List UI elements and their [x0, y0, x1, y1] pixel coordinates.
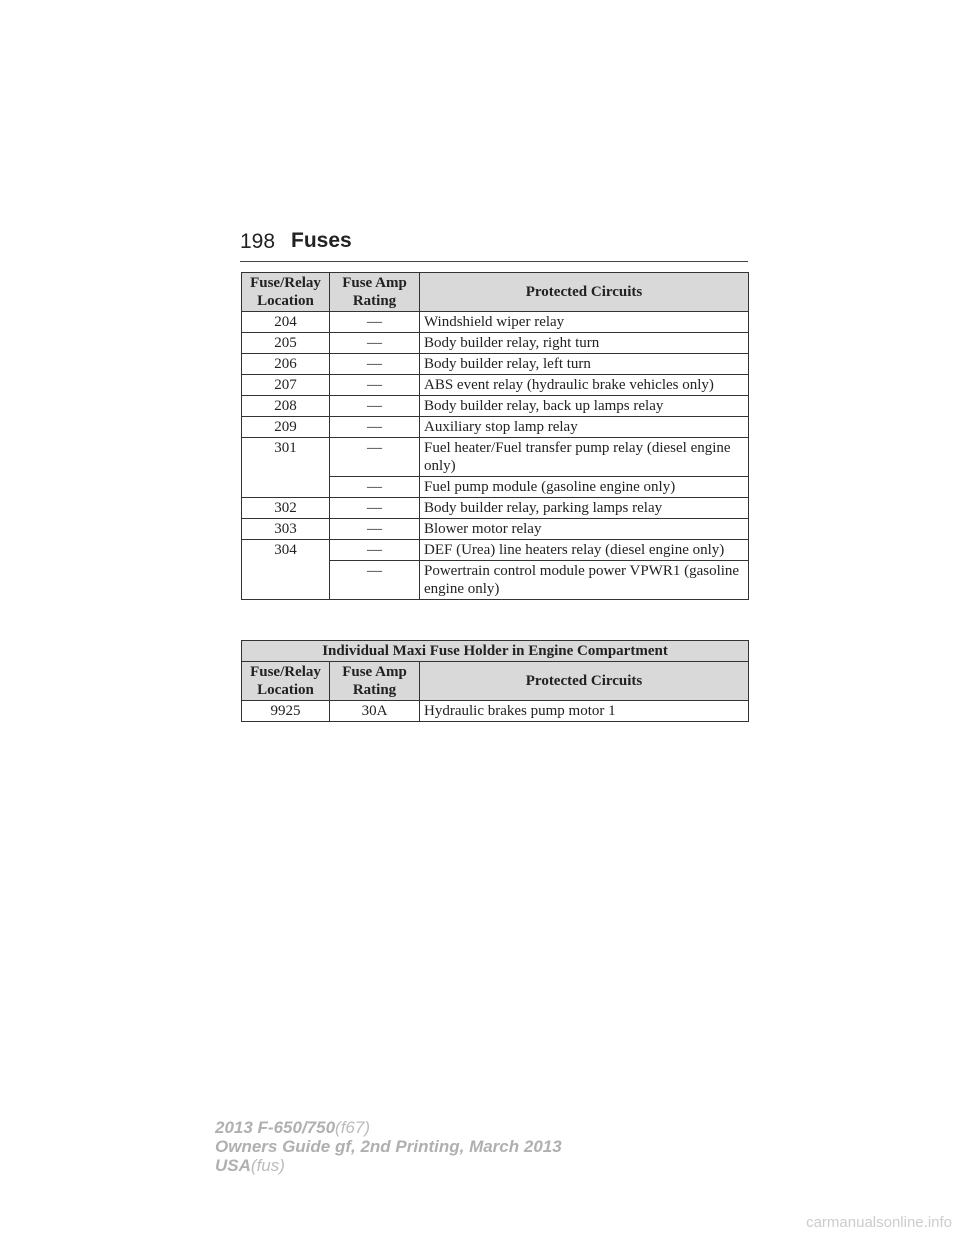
table-row — [242, 701, 749, 722]
amp-cell: — — [330, 354, 420, 375]
amp-cell: — — [330, 333, 420, 354]
column-header-location: Fuse/Relay Location — [242, 273, 330, 312]
circuit-cell: Hydraulic brakes pump motor 1 — [420, 701, 749, 722]
table-row — [242, 354, 749, 375]
location-cell: 205 — [242, 333, 330, 354]
location-cell: 302 — [242, 498, 330, 519]
maxi-fuse-table-title-row — [242, 641, 749, 662]
circuit-cell: Body builder relay, back up lamps relay — [420, 396, 749, 417]
table-row — [242, 417, 749, 438]
amp-cell: — — [330, 438, 420, 477]
column-header-location: Fuse/Relay Location — [242, 662, 330, 701]
maxi-fuse-table-title: Individual Maxi Fuse Holder in Engine Compartment — [242, 641, 749, 662]
location-cell: 304 — [242, 540, 330, 600]
footer-line-region — [215, 1156, 562, 1175]
circuit-cell: Powertrain control module power VPWR1 (gasoline engine only) — [420, 561, 749, 600]
table-row — [242, 312, 749, 333]
section-title: Fuses — [291, 229, 352, 252]
circuit-cell: Windshield wiper relay — [420, 312, 749, 333]
location-cell: 204 — [242, 312, 330, 333]
table-row — [242, 396, 749, 417]
footer-model-code: (f67) — [335, 1118, 371, 1137]
document-footer — [215, 1118, 562, 1175]
amp-cell: — — [330, 477, 420, 498]
amp-cell: — — [330, 396, 420, 417]
maxi-fuse-table-header-row — [242, 662, 749, 701]
amp-cell: — — [330, 498, 420, 519]
table-row — [242, 519, 749, 540]
footer-guide: Owners Guide gf, 2nd Printing, March 2013 — [215, 1137, 562, 1156]
circuit-cell: Auxiliary stop lamp relay — [420, 417, 749, 438]
amp-cell: — — [330, 417, 420, 438]
fuse-table-header-row — [242, 273, 749, 312]
amp-cell: — — [330, 375, 420, 396]
amp-cell: — — [330, 561, 420, 600]
footer-line-model — [215, 1118, 562, 1137]
watermark: carmanualsonline.info — [806, 1214, 952, 1231]
location-cell: 206 — [242, 354, 330, 375]
location-cell: 207 — [242, 375, 330, 396]
footer-line-guide — [215, 1137, 562, 1156]
amp-cell: — — [330, 312, 420, 333]
amp-cell: 30A — [330, 701, 420, 722]
maxi-fuse-table — [241, 640, 749, 722]
page-header — [240, 228, 748, 262]
table-row — [242, 438, 749, 477]
location-cell: 301 — [242, 438, 330, 498]
circuit-cell: Fuel pump module (gasoline engine only) — [420, 477, 749, 498]
column-header-amp: Fuse Amp Rating — [330, 662, 420, 701]
location-cell: 9925 — [242, 701, 330, 722]
circuit-cell: Body builder relay, left turn — [420, 354, 749, 375]
fuse-table — [241, 272, 749, 600]
table-row — [242, 540, 749, 561]
circuit-cell: Body builder relay, parking lamps relay — [420, 498, 749, 519]
page-number: 198 — [240, 230, 276, 253]
location-cell: 209 — [242, 417, 330, 438]
circuit-cell: Fuel heater/Fuel transfer pump relay (diesel engine only) — [420, 438, 749, 477]
amp-cell: — — [330, 540, 420, 561]
column-header-circuits: Protected Circuits — [420, 273, 749, 312]
footer-region: USA — [215, 1156, 251, 1175]
location-cell: 303 — [242, 519, 330, 540]
table-row — [242, 498, 749, 519]
column-header-amp: Fuse Amp Rating — [330, 273, 420, 312]
circuit-cell: Blower motor relay — [420, 519, 749, 540]
location-cell: 208 — [242, 396, 330, 417]
table-row — [242, 333, 749, 354]
circuit-cell: ABS event relay (hydraulic brake vehicles only) — [420, 375, 749, 396]
table-row — [242, 375, 749, 396]
circuit-cell: Body builder relay, right turn — [420, 333, 749, 354]
footer-model: 2013 F-650/750 — [215, 1118, 336, 1137]
footer-region-code: (fus) — [250, 1156, 285, 1175]
amp-cell: — — [330, 519, 420, 540]
column-header-circuits: Protected Circuits — [420, 662, 749, 701]
circuit-cell: DEF (Urea) line heaters relay (diesel engine only) — [420, 540, 749, 561]
